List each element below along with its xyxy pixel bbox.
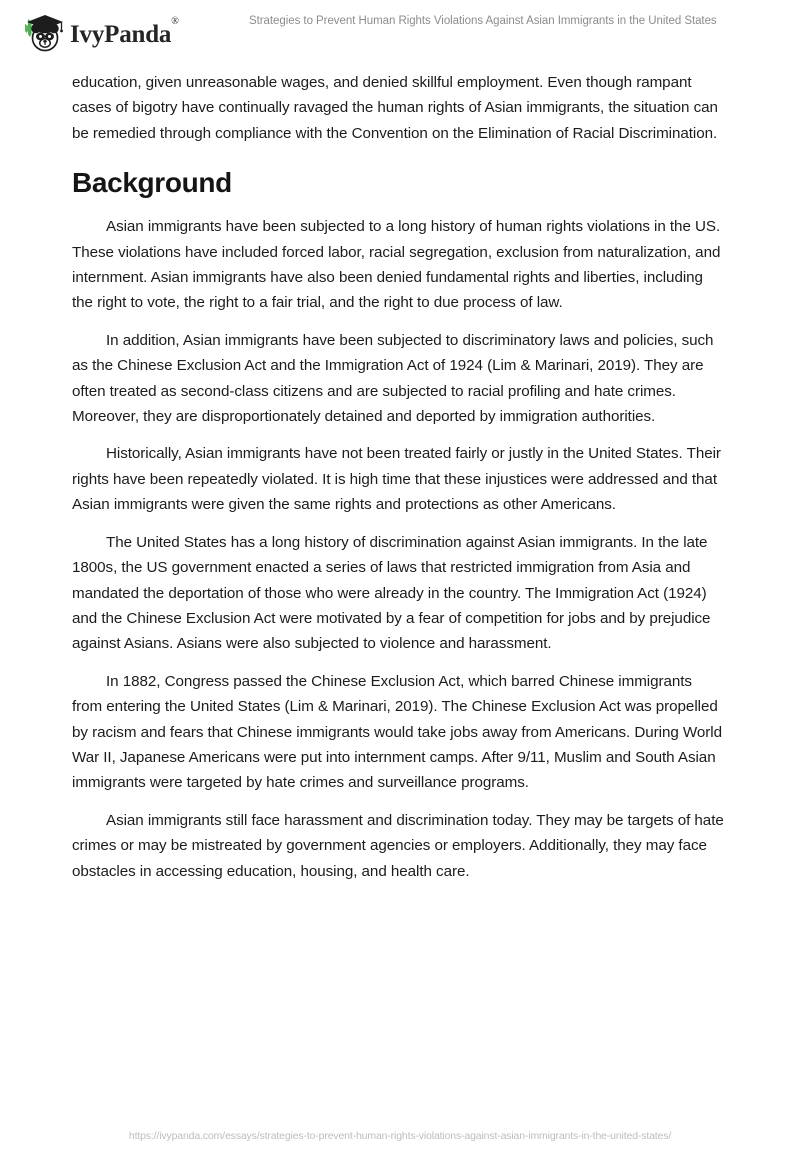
running-header-title: Strategies to Prevent Human Rights Violations Against Asian Immigrants in the United States (249, 15, 717, 27)
brand-wordmark (70, 15, 179, 48)
document-content (72, 70, 724, 896)
continued-paragraph: education, given unreasonable wages, and denied skillful employment. Even though rampant cases of bigotry have continually ravaged the human rights of Asian immigrants, the situation can be remedied through compliance with the Convention on the Elimination of Racial Discrimination. (72, 74, 718, 142)
page-footer (0, 1126, 800, 1144)
registered-trademark-symbol: ® (171, 15, 179, 27)
section-heading-background: Background (72, 167, 232, 199)
panda-graduate-logo-icon (16, 11, 64, 55)
body-paragraph: Asian immigrants still face harassment and discrimination today. They may be targets of hate crimes or may be mistreated by government agencies or employers. Additionally, they may face obstacles in accessing education, housing, and health care. (72, 811, 724, 880)
body-paragraph: Historically, Asian immigrants have not been treated fairly or justly in the United States. Their rights have been repeatedly violated. It is high time that these injustices were addressed and that Asian immigrants were given the same rights and protections as other Americans. (72, 445, 721, 514)
page-header (0, 0, 800, 66)
brand-name-text: IvyPanda (70, 20, 172, 48)
body-paragraph: The United States has a long history of discrimination against Asian immigrants. In the late 1800s, the US government enacted a series of laws that restricted immigration from Asia and mandated the deportation of those who were already in the country. The Immigration Act (1924) and the Chinese Exclusion Act were motivated by a fear of competition for jobs and by prejudice against Asians. Asians were also subjected to violence and harassment. (72, 533, 711, 653)
ivypanda-brand[interactable] (16, 11, 179, 55)
source-url[interactable]: https://ivypanda.com/essays/strategies-to-prevent-human-rights-violations-against-asian-immigrants-in-the-united-states/ (128, 1130, 672, 1142)
body-paragraph: Asian immigrants have been subjected to a long history of human rights violations in the US. These violations have included forced labor, racial segregation, exclusion from naturalization, and internment. Asian immigrants have also been denied fundamental rights and liberties, including the right to vote, the right to a fair trial, and the right to due process of law. (72, 218, 721, 312)
body-paragraph: In 1882, Congress passed the Chinese Exclusion Act, which barred Chinese immigrants from entering the United States (Lim & Marinari, 2019). The Chinese Exclusion Act was propelled by racism and fears that Chinese immigrants would take jobs away from Americans. During World War II, Japanese Americans were put into internment camps. After 9/11, Muslim and South Asian immigrants were targeted by hate crimes and surveillance programs. (72, 672, 722, 792)
body-paragraph: In addition, Asian immigrants have been subjected to discriminatory laws and policies, such as the Chinese Exclusion Act and the Immigration Act of 1924 (Lim & Marinari, 2019). They are often treated as second-class citizens and are subjected to racial profiling and hate crimes. Moreover, they are disproportionately detained and deported by immigration authorities. (72, 331, 714, 426)
